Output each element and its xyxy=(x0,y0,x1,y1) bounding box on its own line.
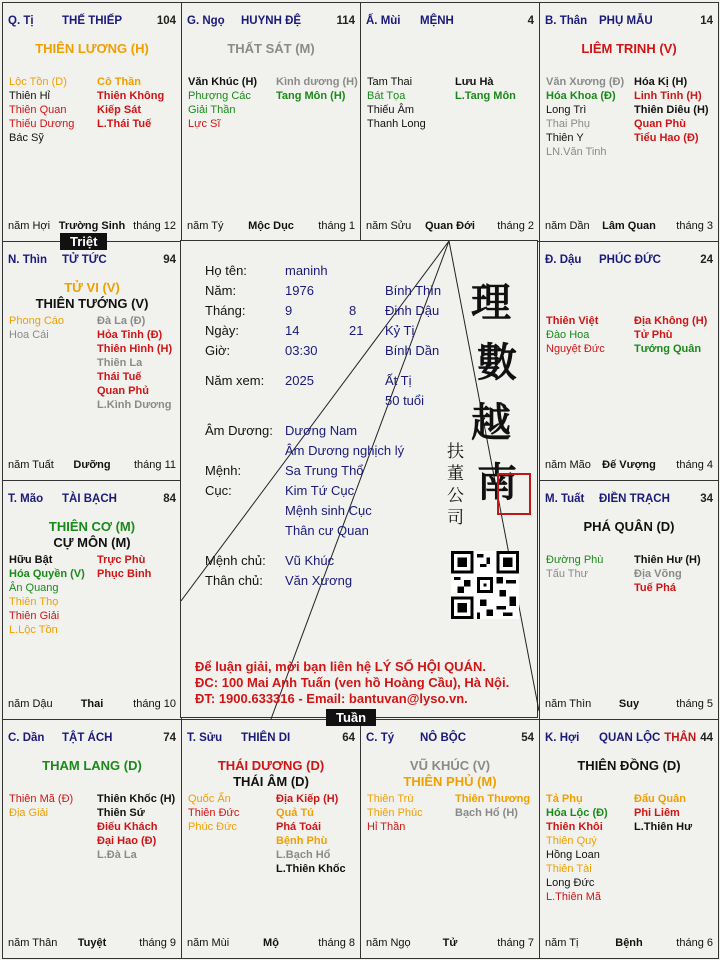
month-value-2: 8 xyxy=(349,303,357,318)
palace-name: HUYNH ĐỆ xyxy=(241,15,302,27)
minor-star: Phục Binh xyxy=(97,568,152,580)
minor-star: Thiên Mã (Đ) xyxy=(9,793,74,805)
star-column-right xyxy=(455,75,516,103)
minor-star: Phượng Các xyxy=(188,90,251,102)
palace-footer xyxy=(187,937,355,951)
palace-name: THIÊN DI xyxy=(241,732,291,744)
minor-star: L.Kình Dương xyxy=(97,399,172,411)
minor-star: Thiên Thọ xyxy=(9,596,59,608)
main-star: THIÊN PHỦ (M) xyxy=(403,774,497,789)
palace-stage: Mộ xyxy=(263,937,279,949)
minor-star: Thiên Hỉ xyxy=(9,90,50,102)
palace-footer xyxy=(545,459,713,473)
year-value: 1976 xyxy=(285,283,314,298)
palace-month: tháng 5 xyxy=(676,698,713,710)
palace-year: năm Mùi xyxy=(187,937,230,949)
palace-name: PHỤ MẪU xyxy=(599,15,653,27)
minor-star: L.Tang Môn xyxy=(455,90,516,102)
palace-year: năm Tị xyxy=(545,937,579,949)
minor-star: Bát Tọa xyxy=(367,90,406,102)
palace-header xyxy=(8,732,176,748)
main-star: THIÊN LƯƠNG (H) xyxy=(35,41,149,56)
palace-footer xyxy=(545,698,713,712)
view-year-label: Năm xem: xyxy=(205,373,265,388)
palace-branch: Đ. Dậu xyxy=(545,254,582,266)
minor-star: Lộc Tồn (D) xyxy=(9,76,67,88)
minor-star: Thiên Hình (H) xyxy=(97,343,173,355)
palace-branch: B. Thân xyxy=(545,15,588,27)
palace-header xyxy=(366,15,534,31)
star-column-left xyxy=(9,792,73,820)
minor-star: Thiếu Âm xyxy=(367,104,415,116)
palace-month: tháng 6 xyxy=(676,937,713,949)
palace-stage: Thai xyxy=(80,698,104,710)
main-star: CỰ MÔN (M) xyxy=(53,535,131,550)
palace-mao xyxy=(2,480,182,720)
main-star: VŨ KHÚC (V) xyxy=(409,758,491,773)
palace-number: 104 xyxy=(156,15,176,27)
minor-star: Bạch Hổ (H) xyxy=(455,807,518,819)
contact-address: ĐC: 100 Mai Anh Tuấn (ven hồ Hoàng Cầu), Hà Nội. xyxy=(195,675,510,690)
minor-star: Hóa Kị (H) xyxy=(634,76,688,88)
minor-star: Thiên La xyxy=(97,357,143,369)
palace-footer xyxy=(8,937,176,951)
minor-star: Bác Sỹ xyxy=(9,132,44,144)
main-star: THIÊN TƯỚNG (V) xyxy=(35,296,149,311)
star-column-left xyxy=(546,553,603,581)
minor-star: L.Thái Tuế xyxy=(97,118,152,130)
day-value: 14 xyxy=(285,323,300,338)
minor-star: Thái Tuế xyxy=(97,371,142,383)
main-star: THIÊN ĐỒNG (D) xyxy=(577,758,681,773)
palace-year: năm Hợi xyxy=(8,220,51,232)
minor-star: L.Thiên Mã xyxy=(546,891,602,903)
amduong-value: Dương Nam xyxy=(285,423,358,438)
palace-year: năm Thìn xyxy=(545,698,592,710)
palace-stage: Mộc Dục xyxy=(248,220,294,232)
minor-star: L.Thiên Khốc xyxy=(276,863,346,875)
minor-star: Đại Hao (Đ) xyxy=(97,835,157,847)
palace-ty xyxy=(360,719,540,959)
palace-name: TÀI BẠCH xyxy=(62,493,117,505)
minor-star: LN.Văn Tinh xyxy=(546,146,607,158)
minor-star: L.Thiên Hư xyxy=(634,821,693,833)
than-marker: THÂN xyxy=(664,732,697,744)
palace-year: năm Dậu xyxy=(8,698,53,710)
thanchu-label: Thân chủ: xyxy=(205,573,263,588)
palace-header xyxy=(187,15,355,31)
palace-name: THẾ THIẾP xyxy=(62,15,123,27)
palace-stage: Quan Đới xyxy=(425,220,475,232)
palace-branch: Ấ. Mùi xyxy=(366,15,401,27)
palace-branch: T. Mão xyxy=(8,493,44,505)
minor-star: Hỏa Tinh (Đ) xyxy=(97,329,163,341)
star-column-left xyxy=(9,314,64,342)
palace-footer xyxy=(8,698,176,712)
minor-star: Địa Võng xyxy=(634,568,682,580)
month-label: Tháng: xyxy=(205,303,246,318)
palace-footer xyxy=(366,937,534,951)
palace-stage: Suy xyxy=(618,698,640,710)
palace-hoi xyxy=(539,719,719,959)
palace-year: năm Thân xyxy=(8,937,58,949)
palace-number: 14 xyxy=(700,15,713,27)
tuan-tag: Tuần xyxy=(326,709,376,726)
main-star: THẤT SÁT (M) xyxy=(227,41,315,56)
main-star: THÁI DƯƠNG (D) xyxy=(217,758,325,773)
minor-star: Phúc Đức xyxy=(188,821,237,833)
minor-star: Kình dương (H) xyxy=(276,76,358,88)
amduong-label: Âm Dương: xyxy=(205,423,273,438)
minor-star: Hữu Bật xyxy=(9,554,53,566)
palace-name: NÔ BỘC xyxy=(420,732,466,744)
minor-star: Thiên Phúc xyxy=(367,807,423,819)
palace-ngo xyxy=(181,2,361,242)
palace-footer xyxy=(545,220,713,234)
minor-star: L.Đà La xyxy=(97,849,137,861)
minor-star: Điếu Khách xyxy=(97,821,158,833)
star-column-left xyxy=(188,792,239,834)
minor-star: Thiên Quan xyxy=(9,104,67,116)
palace-stage: Đế Vượng xyxy=(602,459,656,471)
star-column-right xyxy=(276,792,346,876)
main-star: PHÁ QUÂN (D) xyxy=(583,519,675,534)
palace-header xyxy=(8,15,176,31)
minor-star: Địa Kiếp (H) xyxy=(276,793,339,805)
minor-star: Thiên Tài xyxy=(546,863,592,875)
hour-label: Giờ: xyxy=(205,343,231,358)
minor-star: Quan Phù xyxy=(634,118,686,130)
minor-star: Thiên Trù xyxy=(367,793,414,805)
day-value-2: 21 xyxy=(349,323,364,338)
main-star: THIÊN CƠ (M) xyxy=(48,519,136,534)
palace-number: 74 xyxy=(163,732,176,744)
minor-star: Hóa Quyền (V) xyxy=(9,568,85,580)
palace-month: tháng 1 xyxy=(318,220,355,232)
minor-star: Thai Phụ xyxy=(546,118,591,130)
minor-star: Văn Xương (Đ) xyxy=(546,76,625,88)
palace-number: 44 xyxy=(700,732,713,744)
palace-header xyxy=(8,254,176,270)
menh-value: Sa Trung Thổ xyxy=(285,463,364,478)
palace-than xyxy=(539,2,719,242)
minor-star: Trực Phù xyxy=(97,554,146,566)
name-value: maninh xyxy=(285,263,328,278)
palace-stage: Lâm Quan xyxy=(602,220,656,232)
minor-star: Long Trì xyxy=(546,104,587,116)
star-column-right xyxy=(97,314,172,412)
palace-branch: Q. Tị xyxy=(8,15,34,27)
main-star: LIÊM TRINH (V) xyxy=(581,41,677,56)
minor-star: Hóa Khoa (Đ) xyxy=(546,90,616,102)
palace-year: năm Mão xyxy=(545,459,591,471)
palace-footer xyxy=(8,220,176,234)
palace-month: tháng 12 xyxy=(133,220,176,232)
minor-star: Nguyệt Đức xyxy=(546,343,605,355)
minor-star: Thiên Quý xyxy=(546,835,597,847)
palace-header xyxy=(545,732,713,748)
year-label: Năm: xyxy=(205,283,237,298)
minor-star: Quả Tú xyxy=(276,807,314,819)
view-year-can: Ất Tị xyxy=(385,373,412,388)
palace-name: TẬT ÁCH xyxy=(62,732,113,744)
calligraphy-char-2: 數 xyxy=(477,339,517,386)
palace-footer xyxy=(366,220,534,234)
hour-value: 03:30 xyxy=(285,343,318,358)
center-info-panel xyxy=(180,240,538,718)
palace-name: ĐIỀN TRẠCH xyxy=(599,493,670,505)
minor-star: Thiên Thương xyxy=(455,793,531,805)
minor-star: L.Lộc Tồn xyxy=(9,624,58,636)
minor-star: Tử Phù xyxy=(634,329,673,341)
palace-year: năm Dần xyxy=(545,220,590,232)
palace-header xyxy=(8,493,176,509)
star-column-left xyxy=(9,75,74,145)
star-column-left xyxy=(546,314,605,356)
day-label: Ngày: xyxy=(205,323,239,338)
minor-star: Tướng Quân xyxy=(634,343,702,355)
month-value: 9 xyxy=(285,303,293,318)
minor-star: Tam Thai xyxy=(367,76,413,88)
minor-star: Thiên Giải xyxy=(9,610,60,622)
star-column-left xyxy=(9,553,85,637)
palace-header xyxy=(366,732,534,748)
calligraphy-small-4: 司 xyxy=(447,508,464,528)
minor-star: Tiểu Hao (Đ) xyxy=(634,132,699,144)
star-column-right xyxy=(97,553,151,581)
main-star: THAM LANG (D) xyxy=(42,758,142,773)
palace-stage: Tuyệt xyxy=(77,937,107,949)
palace-branch: M. Tuất xyxy=(545,493,585,505)
palace-branch: C. Dần xyxy=(8,732,45,744)
minor-star: Thiên Không xyxy=(97,90,165,102)
palace-dan xyxy=(2,719,182,959)
minor-star: Thiên Hư (H) xyxy=(634,554,701,566)
month-can: Đinh Dậu xyxy=(385,303,440,318)
main-star: THÁI ÂM (D) xyxy=(233,774,309,789)
palace-year: năm Ngọ xyxy=(366,937,411,949)
minor-star: Phong Cáo xyxy=(9,315,65,327)
palace-branch: K. Hợi xyxy=(545,732,580,744)
menhchu-label: Mệnh chủ: xyxy=(205,553,266,568)
palace-suu xyxy=(181,719,361,959)
star-column-left xyxy=(546,75,624,159)
palace-year: năm Sửu xyxy=(366,220,412,232)
palace-number: 84 xyxy=(163,493,176,505)
palace-number: 4 xyxy=(527,15,534,27)
minor-star: Kiếp Sát xyxy=(97,104,142,116)
minor-star: Quan Phủ xyxy=(97,385,149,397)
palace-month: tháng 4 xyxy=(676,459,713,471)
minor-star: Đường Phù xyxy=(546,554,604,566)
calligraphy-char-3: 越 xyxy=(471,399,511,446)
palace-mui xyxy=(360,2,540,242)
minor-star: Hỉ Thần xyxy=(367,821,406,833)
palace-name: QUAN LỘC xyxy=(599,732,661,744)
minor-star: Ân Quang xyxy=(9,582,59,594)
palace-year: năm Tuất xyxy=(8,459,54,471)
star-column-right xyxy=(634,553,701,595)
minor-star: Thiên Khốc (H) xyxy=(97,793,176,805)
minor-star: Địa Giải xyxy=(9,807,49,819)
palace-number: 94 xyxy=(163,254,176,266)
minor-star: Lưu Hà xyxy=(455,76,494,88)
calligraphy-small-1: 扶 xyxy=(447,442,464,462)
minor-star: Tang Môn (H) xyxy=(276,90,346,102)
palace-month: tháng 7 xyxy=(497,937,534,949)
palace-footer xyxy=(187,220,355,234)
amduong-value-2: Âm Dương nghịch lý xyxy=(285,443,405,458)
palace-footer xyxy=(545,937,713,951)
minor-star: Thiên Đức xyxy=(188,807,240,819)
palace-stage: Dưỡng xyxy=(73,459,111,471)
palace-header xyxy=(545,254,713,270)
minor-star: Hồng Loan xyxy=(546,849,600,861)
minor-star: Đà La (Đ) xyxy=(97,315,146,327)
palace-name: TỬ TỨC xyxy=(62,254,107,266)
star-column-left xyxy=(367,792,423,834)
red-seal xyxy=(497,473,531,515)
palace-thin xyxy=(2,241,182,481)
palace-stage: Tử xyxy=(442,937,458,949)
minor-star: Phá Toái xyxy=(276,821,322,833)
main-star: TỬ VI (V) xyxy=(64,280,120,295)
contact-block xyxy=(195,659,509,707)
palace-number: 114 xyxy=(336,15,355,27)
palace-header xyxy=(187,732,355,748)
cuc-label: Cục: xyxy=(205,483,232,498)
minor-star: Lực Sĩ xyxy=(188,118,221,130)
minor-star: Tả Phụ xyxy=(546,793,583,805)
day-can: Kỷ Tị xyxy=(385,323,415,338)
calligraphy-char-1: 理 xyxy=(471,279,511,326)
qr-code[interactable] xyxy=(451,551,519,619)
star-column-left xyxy=(188,75,257,131)
contact-phone-email[interactable]: ĐT: 1900.633316 - Email: bantuvan@lyso.vn. xyxy=(195,691,468,706)
star-column-right xyxy=(634,792,692,834)
star-column-right xyxy=(276,75,358,103)
view-year-value: 2025 xyxy=(285,373,314,388)
star-column-right xyxy=(97,75,164,131)
palace-branch: G. Ngọ xyxy=(187,15,225,27)
palace-tuat xyxy=(539,480,719,720)
year-can: Bính Thìn xyxy=(385,283,442,298)
palace-stage: Trường Sinh xyxy=(58,220,126,232)
minor-star: Cô Thần xyxy=(97,76,141,88)
palace-dau xyxy=(539,241,719,481)
minor-star: Thiếu Dương xyxy=(9,118,75,130)
minor-star: Thiên Việt xyxy=(546,315,599,327)
palace-header xyxy=(545,15,713,31)
minor-star: Bệnh Phù xyxy=(276,835,328,847)
palace-month: tháng 11 xyxy=(133,459,176,471)
palace-month: tháng 8 xyxy=(318,937,355,949)
minor-star: Hoa Cái xyxy=(9,329,49,341)
minor-star: L.Bạch Hổ xyxy=(276,849,331,861)
star-column-right xyxy=(97,792,175,862)
cuc-value-2: Mệnh sinh Cục xyxy=(285,503,372,518)
star-column-right xyxy=(634,314,707,356)
palace-number: 64 xyxy=(342,732,355,744)
minor-star: Tấu Thư xyxy=(546,568,589,580)
palace-month: tháng 2 xyxy=(497,220,534,232)
palace-header xyxy=(545,493,713,509)
palace-year: năm Tý xyxy=(187,220,224,232)
hour-can: Bính Dần xyxy=(385,343,440,358)
minor-star: Thiên Sứ xyxy=(97,807,145,819)
minor-star: Tuế Phá xyxy=(634,582,676,594)
palace-stage: Bệnh xyxy=(615,937,643,949)
minor-star: Địa Không (H) xyxy=(634,315,708,327)
thanchu-value: Văn Xương xyxy=(285,573,353,588)
minor-star: Thiên Y xyxy=(546,132,584,144)
menh-label: Mệnh: xyxy=(205,463,242,478)
minor-star: Giải Thần xyxy=(188,104,236,116)
palace-footer xyxy=(8,459,176,473)
minor-star: Quốc Ấn xyxy=(188,793,231,805)
contact-line-1: Để luận giải, mời bạn liên hệ LÝ SỐ HỘI QUÁN. xyxy=(195,659,486,674)
palace-month: tháng 9 xyxy=(139,937,176,949)
star-column-right xyxy=(634,75,709,145)
triet-tag: Triệt xyxy=(60,233,107,250)
palace-number: 24 xyxy=(700,254,713,266)
minor-star: Phi Liêm xyxy=(634,807,680,819)
age-value: 50 tuổi xyxy=(385,393,425,408)
palace-number: 34 xyxy=(700,493,713,505)
palace-name: MỆNH xyxy=(420,15,454,27)
palace-branch: N. Thìn xyxy=(8,254,47,266)
cuc-value: Kim Tứ Cục xyxy=(285,483,355,498)
palace-branch: C. Tý xyxy=(366,732,395,744)
palace-month: tháng 10 xyxy=(133,698,176,710)
star-column-left xyxy=(546,792,608,904)
name-label: Họ tên: xyxy=(205,263,247,278)
palace-month: tháng 3 xyxy=(676,220,713,232)
palace-name: PHÚC ĐỨC xyxy=(599,254,661,266)
star-column-right xyxy=(455,792,530,820)
palace-number: 54 xyxy=(521,732,534,744)
calligraphy-small-2: 董 xyxy=(447,464,464,484)
minor-star: Hóa Lộc (Đ) xyxy=(546,807,608,819)
palace-ti xyxy=(2,2,182,242)
minor-star: Văn Khúc (H) xyxy=(188,76,258,88)
cuc-value-3: Thân cư Quan xyxy=(285,523,369,538)
minor-star: Long Đức xyxy=(546,877,595,889)
minor-star: Đẩu Quân xyxy=(634,793,686,805)
minor-star: Thiên Diêu (H) xyxy=(634,104,709,116)
palace-branch: T. Sửu xyxy=(187,732,223,744)
calligraphy-char-4: 南 xyxy=(477,459,517,506)
menhchu-value: Vũ Khúc xyxy=(285,553,335,568)
minor-star: Thiên Khôi xyxy=(546,821,603,833)
star-column-left xyxy=(367,75,426,131)
minor-star: Thanh Long xyxy=(367,118,426,130)
minor-star: Linh Tinh (H) xyxy=(634,90,702,102)
minor-star: Đào Hoa xyxy=(546,329,590,341)
calligraphy-small-3: 公 xyxy=(447,486,464,506)
